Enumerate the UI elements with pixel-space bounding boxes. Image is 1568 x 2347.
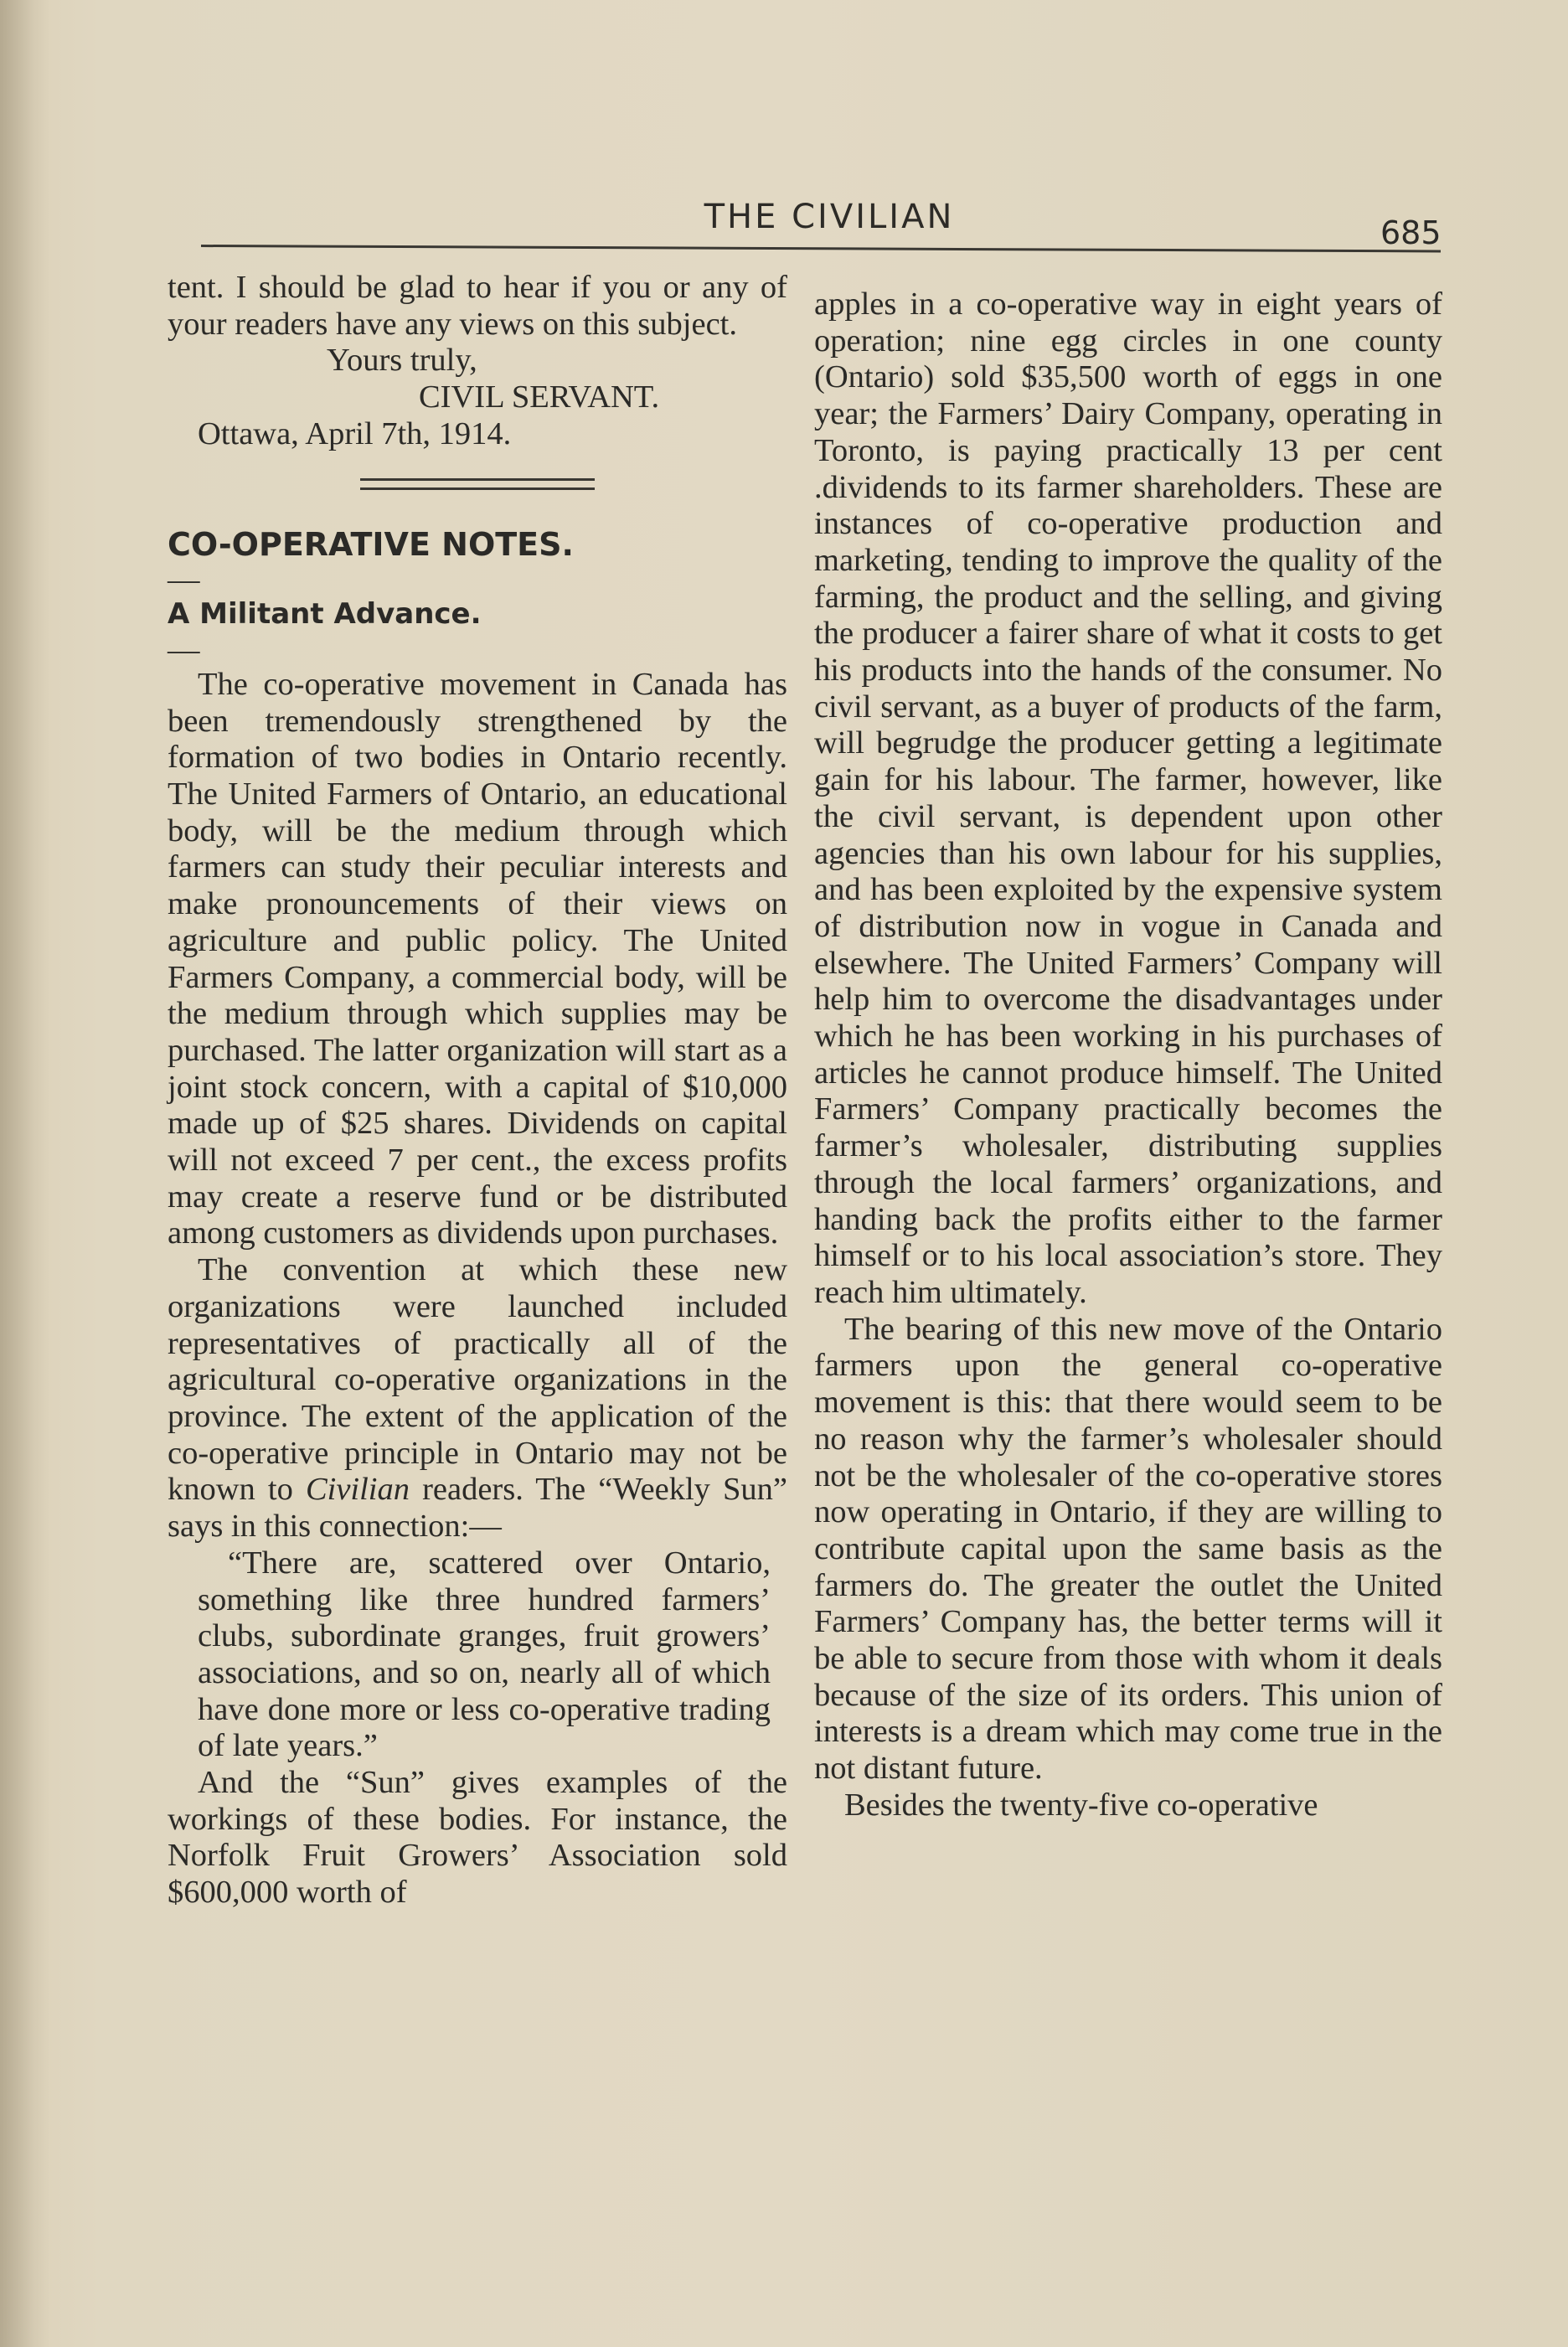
publication-name: Civilian: [305, 1472, 410, 1508]
running-header-title: THE CIVILIAN: [704, 198, 955, 236]
page-number: 685: [1380, 214, 1442, 251]
article-paragraph: Besides the twenty-five co-operative: [844, 1787, 1318, 1823]
article-paragraph: apples in a co-operative way in eight years of operation; nine egg circles in one county (Ontario) sold $35,500 worth of eggs in one year; the Farmers’ Dairy Company, operating in Toronto, is paying practically 13 per cent .dividends to its farmer shareholders. These are instances of co-operative production and marketing, tending to improve the quality of the farming, the product and the selling, and giving the producer a fairer share of what it costs to get his products into the hands of the consumer. No civil servant, as a buyer of products of the farm, will begrudge the producer getting a legitimate gain for his labour. The farmer, however, like the civil servant, is dependent upon other agencies than his own labour for his supplies, and has been exploited by the expensive system of distribution now in vogue in Canada and elsewhere. The United Farmers’ Company will help him to overcome the disadvantages under which he has been working in his purchases of articles he cannot produce himself. The United Farmers’ Company practically becomes the farmer’s wholesaler, distributing supplies through the local farmers’ organizations, and handing back the profits either to the farmer himself or to his local association’s store. They reach him ultimately.: [814, 286, 1442, 1310]
paragraph-text: The convention at which these new organizations were launched included representatives of practically all of the agricultural co-operative organizations in the province. The extent of the application of the co-operative principle in Ontario may not be known to: [168, 1252, 787, 1508]
letter-signature: CIVIL SERVANT.: [419, 379, 660, 415]
letter-dateline: Ottawa, April 7th, 1914.: [198, 415, 512, 451]
article-paragraph: The co-operative movement in Canada has been tremendously strengthened by the formation of two bodies in Ontario recently. The United Farmers of Ontario, an educational body, will be the medium through which farmers can study their peculiar interests and make pronouncements of their views on agriculture and public policy. The United Farmers Company, a commercial body, will be the medium through which supplies may be purchased. The latter organization will start as a joint stock concern, with a capital of $10,000 made up of $25 shares. Dividends on capital will not exceed 7 per cent., the excess profits may create a reserve fund or be distributed among customers as dividends upon purchases.: [168, 666, 787, 1251]
letter-closing-text: tent. I should be glad to hear if you or any of your readers have any views on this subject.: [168, 270, 787, 342]
article-paragraph: And the “Sun” gives examples of the workings of these bodies. For instance, the Norfolk Fruit Growers’ Association sold $600,000 worth of: [168, 1765, 787, 1911]
headline-dash: —: [168, 562, 200, 598]
section-divider: [360, 478, 595, 490]
block-quote: [168, 1545, 787, 1765]
article-paragraph: The bearing of this new move of the Ontario farmers upon the general co-operative movement is this: that there would seem to be no reason why the farmer’s wholesaler should not be the wholesaler of the co-operative stores now operating in Ontario, if they are willing to contribute capital upon the same basis as the farmers do. The greater the outlet the United Farmers’ Company has, the better terms will it be able to secure from those with whom it deals because of the size of its orders. This union of interests is a dream which may come true in the not distant future.: [814, 1311, 1442, 1787]
right-column: [814, 286, 1442, 1824]
article-headline: CO-OPERATIVE NOTES.: [168, 525, 574, 563]
binding-shadow: [0, 0, 50, 2347]
left-column: [168, 270, 787, 1911]
subheadline-dash: —: [168, 632, 200, 668]
article-paragraph: [168, 1252, 787, 1545]
letter-valediction: Yours truly,: [327, 343, 477, 379]
article-subheadline: A Militant Advance.: [168, 597, 482, 632]
quote-text: “There are, scattered over Ontario, something like three hundred farmers’ clubs, subordinate granges, fruit growers’ associations, and so on, nearly all of which have done more or less co-operative trading of late years.”: [198, 1545, 771, 1764]
header-rule: [201, 245, 1441, 252]
paragraph-text: readers. The “Weekly Sun” says in this connection:—: [168, 1472, 788, 1545]
